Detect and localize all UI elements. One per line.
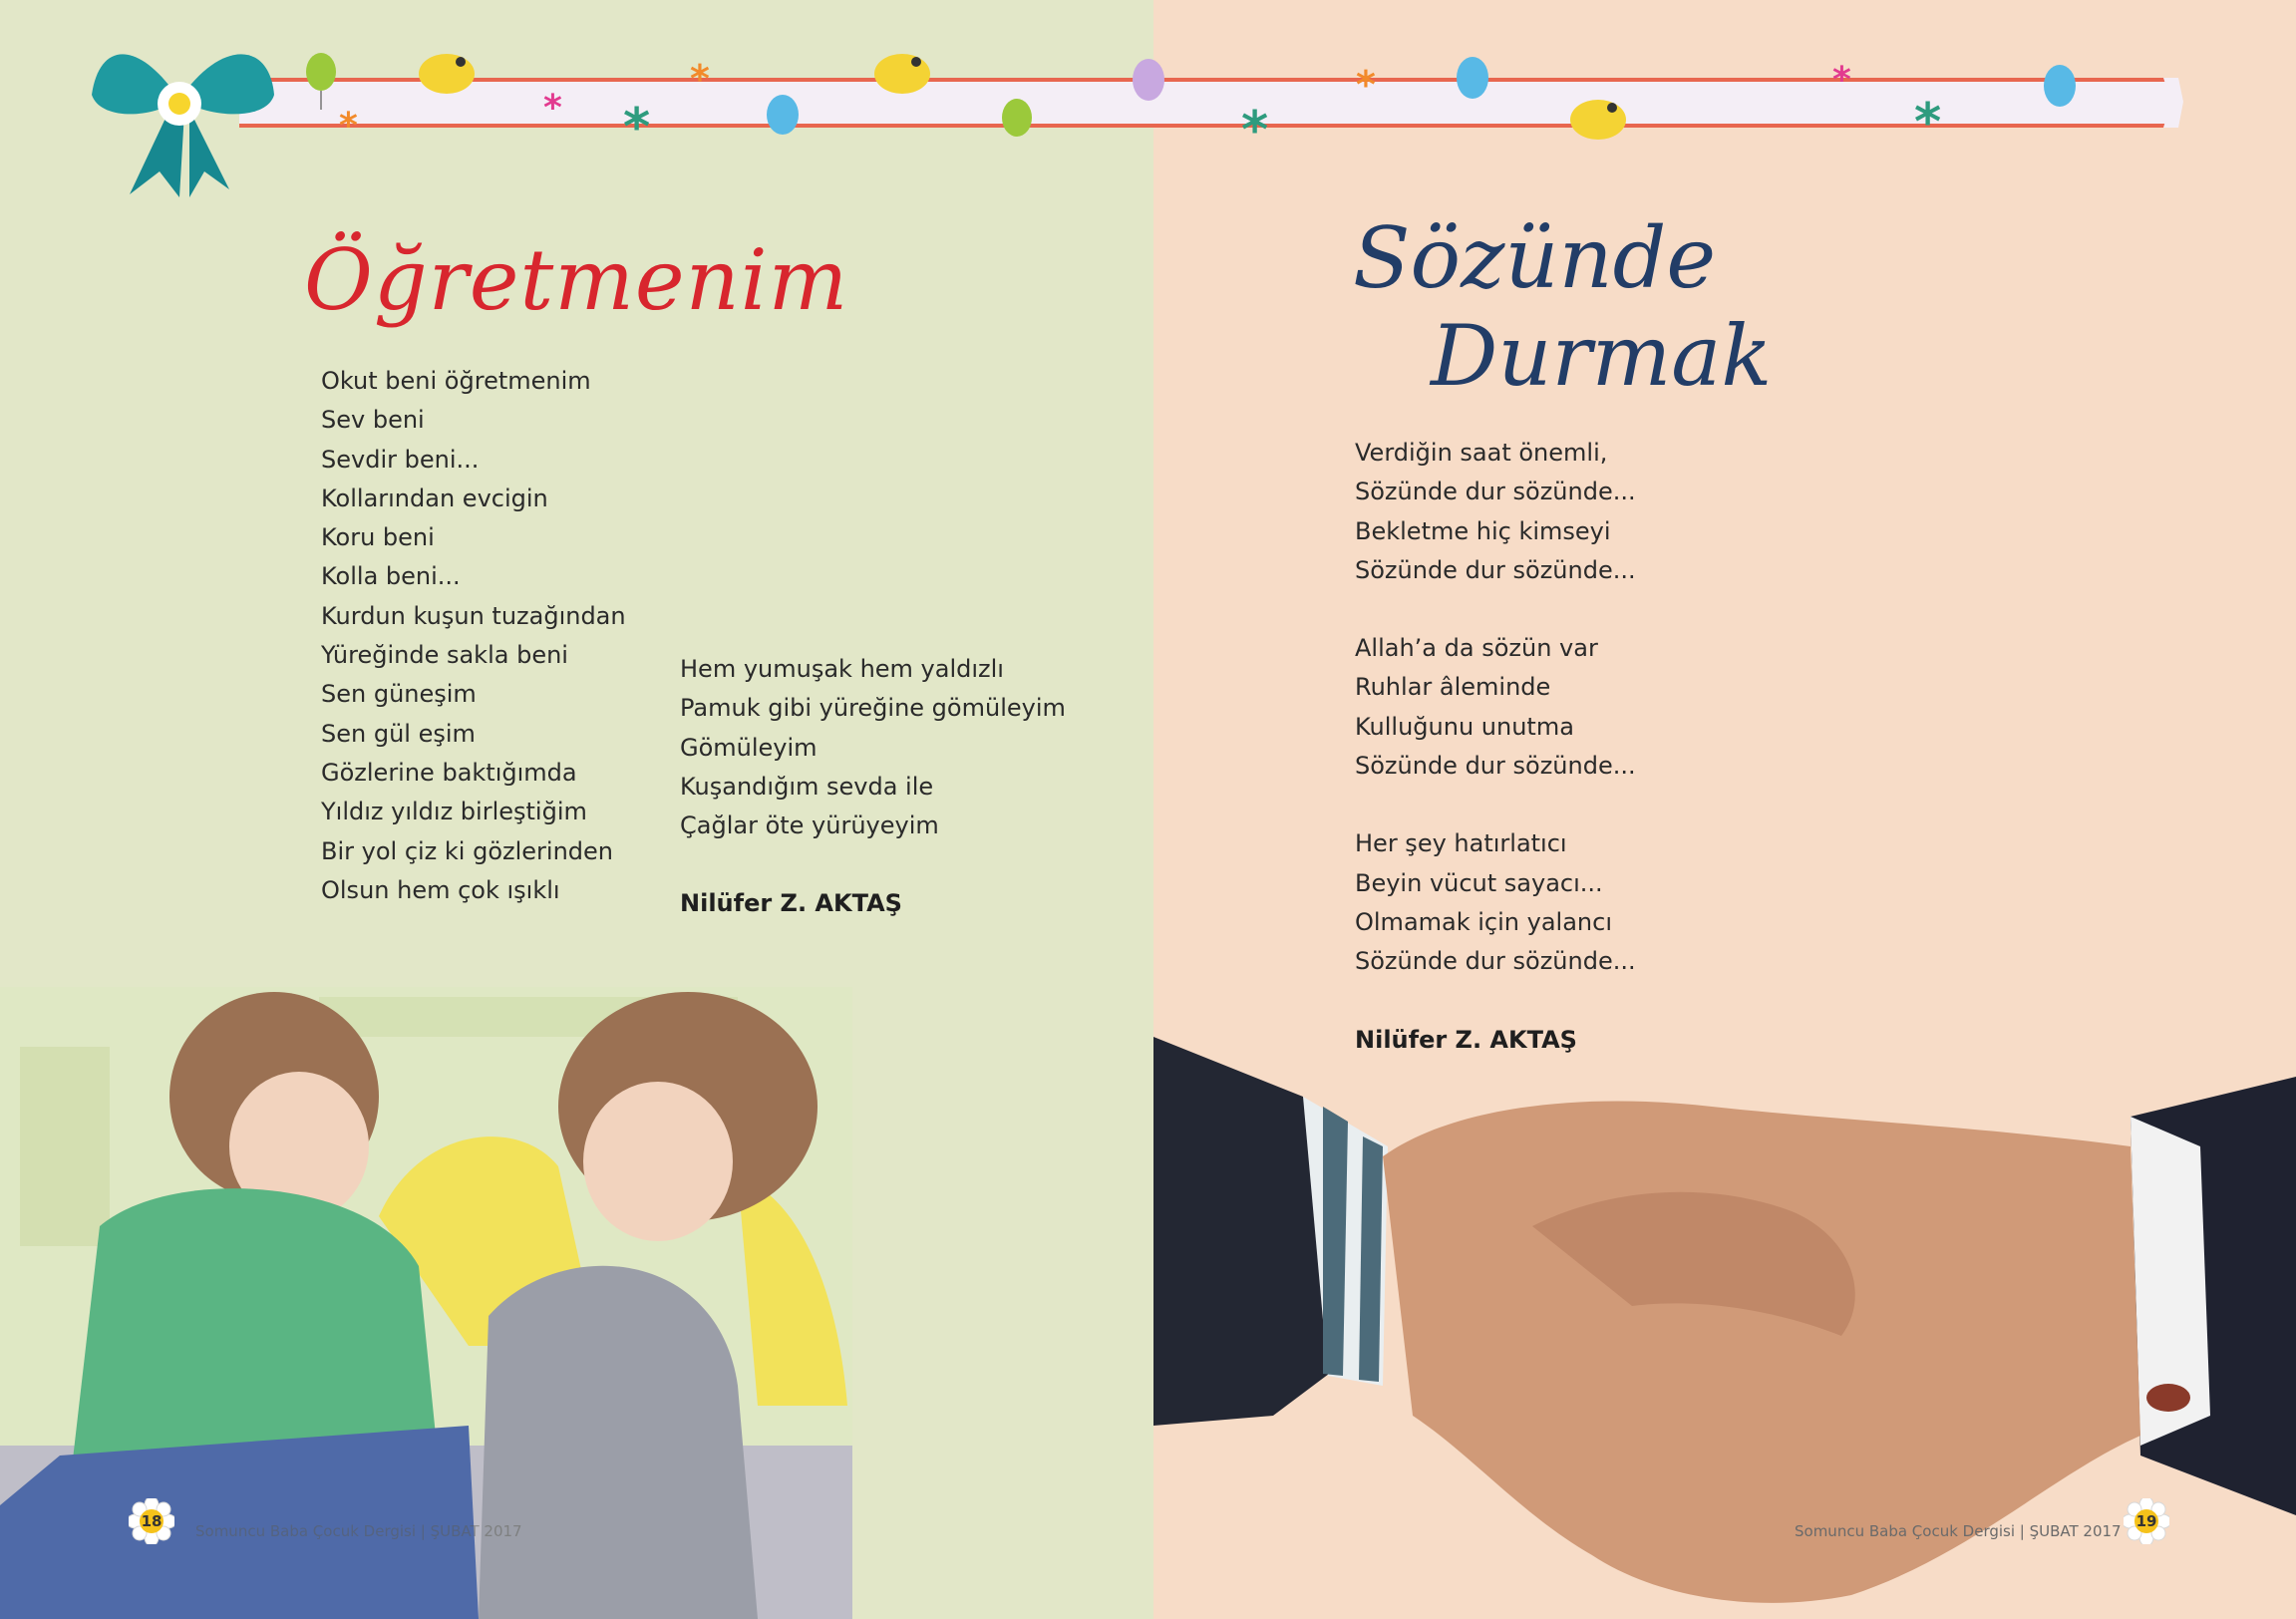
poem-line: Sevdir beni... xyxy=(321,445,480,474)
poem-line: Sözünde dur sözünde... xyxy=(1355,947,1636,976)
poem-column-1 xyxy=(321,362,626,910)
poem-line: Kollarından evcigin xyxy=(321,484,548,512)
svg-text:*: * xyxy=(1241,101,1269,161)
svg-text:*: * xyxy=(1914,93,1942,153)
svg-text:*: * xyxy=(339,106,358,147)
svg-text:*: * xyxy=(1832,60,1851,101)
poem-line: Koru beni xyxy=(321,523,435,552)
poem-column-2 xyxy=(680,650,1066,845)
footer-text: Somuncu Baba Çocuk Dergisi | ŞUBAT 2017 xyxy=(195,1522,522,1540)
svg-text:*: * xyxy=(1356,63,1376,107)
poem-line: Gözlerine baktığımda xyxy=(321,758,577,787)
decorative-banner xyxy=(0,0,2296,199)
poem-line: Hem yumuşak hem yaldızlı xyxy=(680,655,1004,683)
poem-line: Beyin vücut sayacı... xyxy=(1355,868,1603,897)
page-number: 19 xyxy=(2135,1512,2157,1530)
balloon-icon xyxy=(1457,57,1488,99)
svg-text:*: * xyxy=(543,88,562,129)
svg-text:*: * xyxy=(623,98,651,158)
footer-text: Somuncu Baba Çocuk Dergisi | ŞUBAT 2017 xyxy=(1795,1522,2122,1540)
poem-line: Sen güneşim xyxy=(321,680,477,709)
bird-icon xyxy=(874,54,930,94)
poem-line: Sev beni xyxy=(321,406,425,435)
poem-line: Yıldız yıldız birleştiğim xyxy=(321,798,587,826)
poem-line: Olsun hem çok ışıklı xyxy=(321,875,560,904)
poem-line: Gömüleyim xyxy=(680,733,818,762)
svg-text:*: * xyxy=(690,57,710,101)
stanza-gap xyxy=(1355,786,1636,824)
poem-line: Kurdun kuşun tuzağından xyxy=(321,601,626,630)
poem-line: Sen gül eşim xyxy=(321,719,476,748)
stanza-gap xyxy=(1355,590,1636,629)
poem-line: Sözünde dur sözünde... xyxy=(1355,478,1636,506)
poem-line: Yüreğinde sakla beni xyxy=(321,641,568,670)
bird-icon xyxy=(1570,100,1626,140)
poem-line: Allah’a da sözün var xyxy=(1355,634,1598,663)
poem-line: Bir yol çiz ki gözlerinden xyxy=(321,836,614,865)
poem-line: Olmamak için yalancı xyxy=(1355,907,1612,936)
poem-line: Kulluğunu unutma xyxy=(1355,712,1574,741)
poem-author: Nilüfer Z. AKTAŞ xyxy=(680,889,902,917)
poem-author: Nilüfer Z. AKTAŞ xyxy=(1355,1026,1577,1054)
poem-line: Pamuk gibi yüreğine gömüleyim xyxy=(680,694,1066,723)
bird-icon xyxy=(419,54,475,94)
poem-line: Kuşandığım sevda ile xyxy=(680,772,934,801)
balloon-icon xyxy=(1002,99,1032,137)
poem-line: Bekletme hiç kimseyi xyxy=(1355,516,1611,545)
balloon-icon xyxy=(2044,65,2076,107)
page-number: 18 xyxy=(141,1512,163,1530)
poem-title-ogretmenim: Öğretmenim xyxy=(304,231,849,329)
poem-line: Kolla beni... xyxy=(321,562,461,591)
poem-line: Okut beni öğretmenim xyxy=(321,367,591,395)
poem-right xyxy=(1355,434,1636,982)
balloon-icon xyxy=(767,95,799,135)
poem-line: Her şey hatırlatıcı xyxy=(1355,829,1567,858)
poem-title-sozunde: Sözünde xyxy=(1353,209,1717,307)
balloon-icon xyxy=(1133,59,1164,101)
poem-line: Sözünde dur sözünde... xyxy=(1355,752,1636,781)
poem-line: Verdiğin saat önemli, xyxy=(1355,439,1608,467)
poem-title-durmak: Durmak xyxy=(1431,307,1773,405)
poem-line: Ruhlar âleminde xyxy=(1355,673,1551,702)
poem-line: Çağlar öte yürüyeyim xyxy=(680,811,939,840)
poem-line: Sözünde dur sözünde... xyxy=(1355,555,1636,584)
